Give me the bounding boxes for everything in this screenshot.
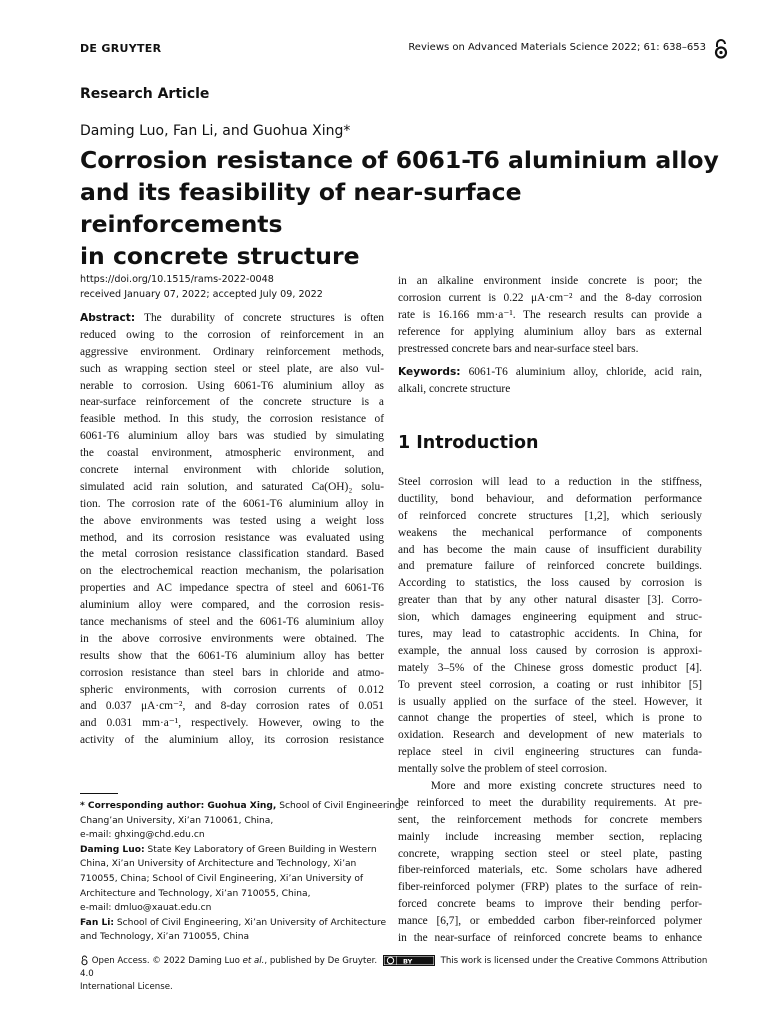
keywords-label: Keywords: — [398, 366, 461, 378]
text-line: mentally solve the problem of steel corrosion. — [398, 763, 608, 776]
footnote-email[interactable]: e-mail: ghxing@chd.edu.cn — [80, 830, 205, 841]
text-line: the metal corrosion resistance classification standard. Based — [80, 548, 384, 561]
text-line: greater than that by any other natural disaster [3]. Corro- — [398, 594, 702, 607]
text-line: example, the annual loss caused by corrosion is approxi- — [398, 644, 702, 657]
text-line: According to statistics, the loss caused by corrosion is — [398, 577, 702, 590]
text-line: corrosion resistance than steel bars in chloride and atmo- — [80, 666, 384, 679]
cc-by-badge[interactable] — [383, 955, 435, 966]
text-line: mance [6,7], or embedded carbon fiber-reinforced polymer — [398, 915, 702, 928]
abstract — [80, 310, 384, 749]
footnote-email[interactable]: e-mail: dmluo@xauat.edu.cn — [80, 903, 212, 914]
text-line: cannot change the properties of steel, which is prone to — [398, 712, 702, 725]
text-line: tures, may lead to catastrophic accidents. In China, for — [398, 628, 702, 641]
text-line: sion, which damages engineering equipment and struc- — [398, 611, 702, 624]
text-line: To prevent steel corrosion, a coating or rust inhibitor [5] — [398, 678, 702, 691]
text-line: feasible method. In this study, the corrosion resistance of — [80, 413, 384, 426]
open-access-icon — [80, 955, 89, 966]
license-line-2: International License. — [80, 982, 173, 992]
text-line: sent, the reinforcement methods for concrete members — [398, 813, 702, 826]
text-line: method, and its corrosion resistance was evaluated using — [80, 531, 384, 544]
text-line: Steel corrosion will lead to a reduction in the stiffness, — [398, 476, 702, 488]
footnote-divider — [80, 793, 118, 794]
text-line: spheric environments, with corrosion currents of 0.012 — [80, 683, 384, 696]
text-line: the coastal environment, atmospheric environment, and — [80, 447, 384, 460]
title-line: Corrosion resistance of 6061-T6 aluminium alloy — [80, 146, 719, 174]
abstract-continuation — [398, 273, 702, 357]
text-line: results show that the 6061-T6 aluminium alloy has better — [80, 649, 384, 662]
text-line: concrete internal environment with chloride solution, — [80, 464, 384, 477]
title-line: in concrete structure — [80, 242, 360, 270]
text-line: mately 3–5% of the Chinese gross domestic product [4]. — [398, 661, 702, 674]
footnote-line: and Technology, Xi’an 710055, China — [80, 932, 250, 943]
text-line: and 0.037 μA·cm⁻², and 8-day corrosion rates of 0.051 — [80, 700, 384, 713]
article-title — [80, 144, 720, 272]
text-line: the above environments was tested using a weight loss — [80, 514, 384, 527]
author-footnotes — [80, 799, 404, 945]
text-line: rate is 16.166 mm·a⁻¹. The research results can provide a — [398, 308, 702, 321]
text-line: 6061-T6 aluminium alloy bars was studied by simulating — [80, 430, 384, 443]
text-line: aggressive environment. Ordinary reinforcement methods, — [80, 345, 384, 358]
keywords-line: alkali, concrete structure — [398, 382, 511, 395]
keywords — [398, 364, 702, 398]
text-line: near-surface reinforcement of the concrete structure is a — [80, 396, 384, 409]
footnote-line: China, Xi’an University of Architecture and Technology, Xi’an — [80, 859, 357, 870]
article-dates: received January 07, 2022; accepted July 09, 2022 — [80, 289, 323, 300]
text-line: nerable to corrosion. Using 6061-T6 aluminium alloy as — [80, 379, 384, 392]
text-line: activity of the aluminium alloy, its corrosion resistance — [80, 734, 384, 747]
text-line: and premature failure of reinforced concrete buildings. — [398, 560, 702, 573]
abstract-label: Abstract: — [80, 312, 136, 324]
text-line: More and more existing concrete structures need to — [398, 780, 702, 793]
section-heading-introduction: 1 Introduction — [398, 433, 539, 453]
doi-link[interactable]: https://doi.org/10.1515/rams-2022-0048 — [80, 274, 274, 285]
keywords-first-line: Keywords: 6061-T6 aluminium alloy, chloride, acid rain, — [398, 366, 702, 378]
text-line: corrosion current is 0.22 μA·cm⁻² and the 8-day corrosion — [398, 291, 702, 304]
text-line: concrete, wrapping section steel or steel plate, pasting — [398, 847, 702, 860]
license-statement: Open Access. © 2022 Daming Luo et al., published by De Gruyter. BY This work is licensed under the Creative Commons Attribution 4.0 International License. — [80, 956, 708, 992]
journal-citation: Reviews on Advanced Materials Science 2022; 61: 638–653 — [408, 42, 706, 53]
text-line: on the electrochemical reaction mechanism, the polarisation — [80, 565, 384, 578]
publisher-name: DE GRUYTER — [80, 42, 162, 55]
footnote-line: * Corresponding author: Guohua Xing, School of Civil Engineering, — [80, 801, 404, 811]
footnote-line: Daming Luo: State Key Laboratory of Green Building in Western — [80, 844, 377, 855]
text-line: reference for applying aluminium alloy bars as external — [398, 325, 702, 338]
text-line: oxidation. Research and development of new materials to — [398, 729, 702, 742]
text-line: weakens the mechanical performance of components — [398, 526, 702, 539]
footnote-line: Fan Li: School of Civil Engineering, Xi’an University of Architecture — [80, 917, 387, 928]
footnote-line: 710055, China; School of Civil Engineering, Xi’an University of — [80, 873, 364, 884]
author-label-li: Fan Li: — [80, 917, 115, 928]
text-line: in the near-surface of reinforced concrete beams to enhance — [398, 932, 702, 945]
corresponding-author-label: * Corresponding author: Guohua Xing, — [80, 801, 277, 811]
text-line: such as wrapping section steel or steel plate, are also vul- — [80, 362, 384, 375]
text-line: in the above corrosive environments were obtained. The — [80, 632, 384, 645]
text-line: and has become the main cause of insufficient durability — [398, 543, 702, 556]
text-line: tance mechanisms of steel and the 6061-T6 aluminium alloy — [80, 616, 384, 629]
text-line: in an alkaline environment inside concrete is poor; the — [398, 275, 702, 287]
author-list: Daming Luo, Fan Li, and Guohua Xing* — [80, 123, 351, 139]
text-line: replace steel in civil engineering structures can funda- — [398, 746, 702, 759]
footnote-line: Architecture and Technology, Xi’an 710055, China, — [80, 888, 311, 899]
text-line: prestressed concrete bars and near-surface steel bars. — [398, 342, 639, 355]
text-line: is usually applied on the surface of the steel. However, it — [398, 695, 702, 708]
title-line: and its feasibility of near-surface reinforcements — [80, 178, 522, 238]
text-line: tion. The corrosion rate of the 6061-T6 aluminium alloy in — [80, 497, 384, 510]
introduction-body — [398, 474, 702, 947]
text-line: and 0.031 mm·a⁻¹, respectively. However, owing to the — [80, 717, 384, 730]
text-line: of reinforced concrete structures [1,2], which seriously — [398, 509, 702, 522]
open-access-icon — [712, 38, 730, 60]
cc-badge-text: BY — [402, 957, 413, 966]
author-label-luo: Daming Luo: — [80, 844, 145, 855]
text-line: ductility, bond behaviour, and deformation performance — [398, 492, 702, 505]
text-line: fiber-reinforced materials, etc. Some scholars have adhered — [398, 864, 702, 877]
article-type: Research Article — [80, 86, 210, 102]
text-line: reduced owing to the corrosion of reinforcement in an — [80, 328, 384, 341]
text-line: aluminium alloy were compared, and the corrosion resis- — [80, 599, 384, 612]
text-line: forced concrete beams to improve their bending perfor- — [398, 898, 702, 911]
abstract-first-line: Abstract: The durability of concrete structures is often — [80, 312, 384, 324]
abstract-body — [80, 327, 384, 749]
text-line: properties and AC impedance spectra of steel and 6061-T6 — [80, 582, 384, 595]
text-line: mainly include increasing member section, replacing — [398, 830, 702, 843]
text-line: simulated acid rain solution, and saturated Ca(OH)₂ solu- — [80, 480, 384, 493]
text-line: be reinforced to meet the durability requirements. At pre- — [398, 796, 702, 809]
text-line: fiber-reinforced polymer (FRP) plates to the surface of rein- — [398, 881, 702, 894]
footnote-line: Chang’an University, Xi’an 710061, China, — [80, 815, 274, 826]
